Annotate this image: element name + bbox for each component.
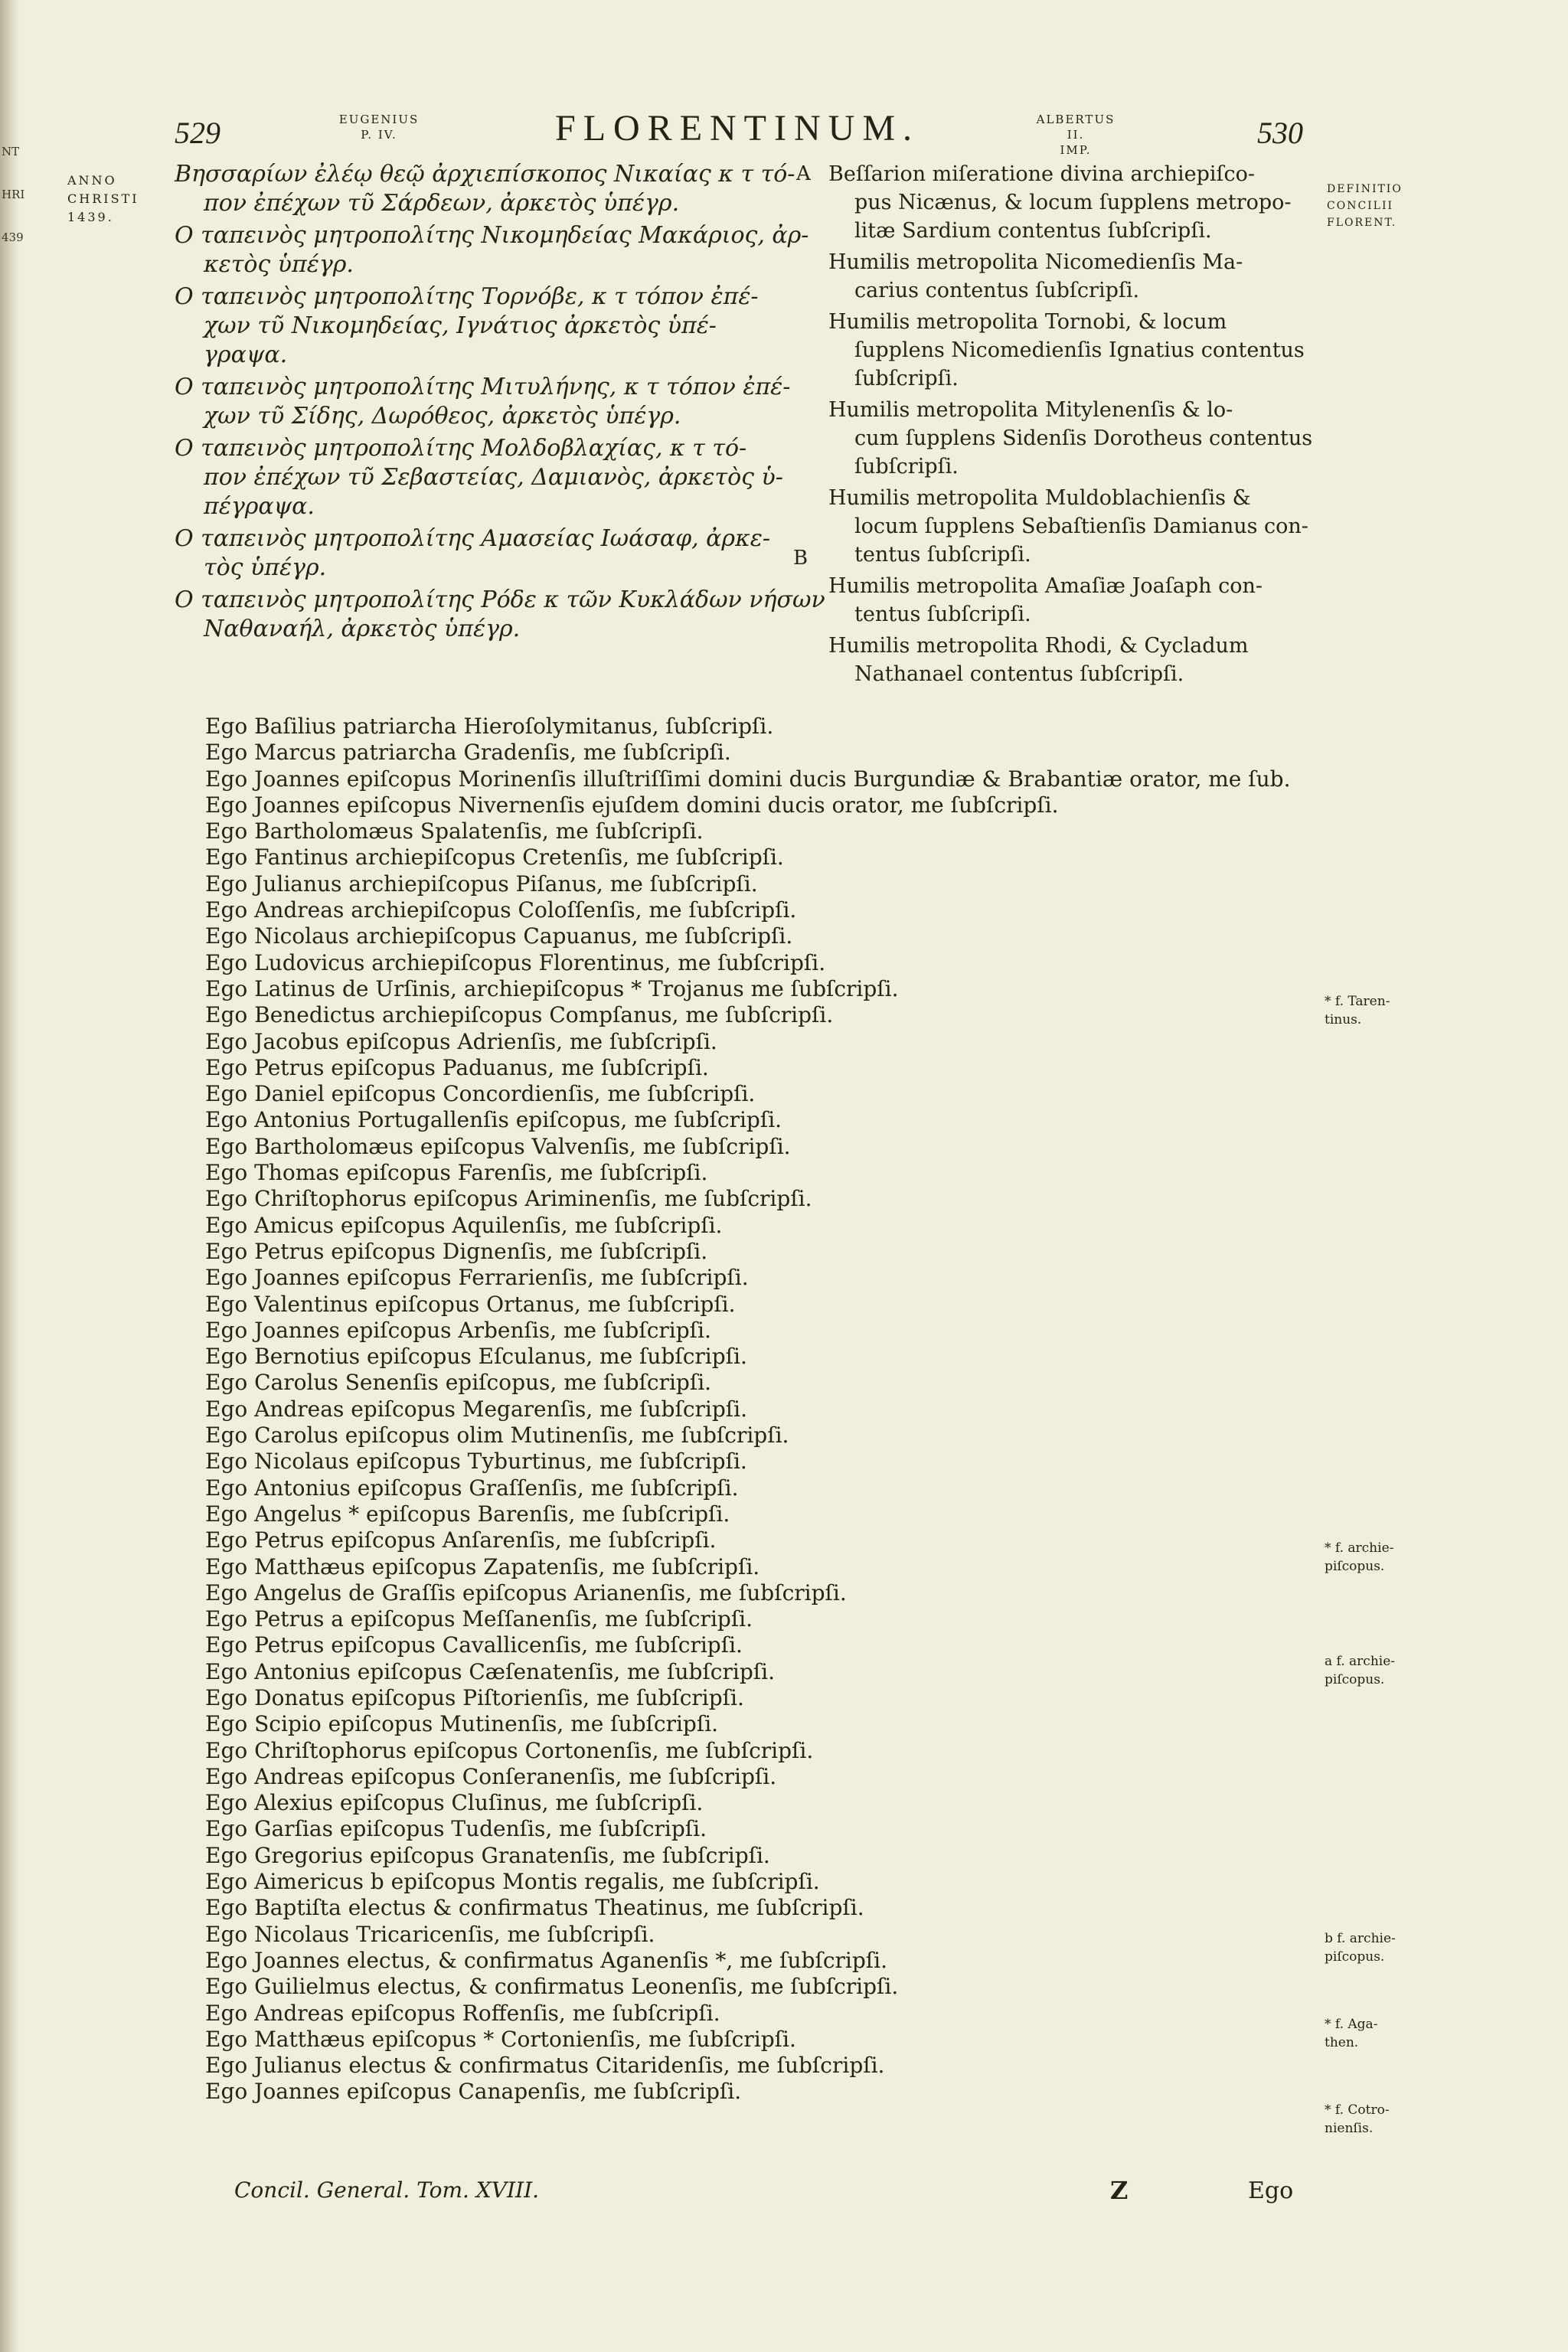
- signature-line: Ego Scipio epiſcopus Mutinenſis, me ſubſcripſi.: [205, 1711, 719, 1737]
- latin-signature-list: [205, 714, 1354, 2105]
- signature-line: Ego Petrus epiſcopus Cavallicenſis, me ſubſcripſi.: [205, 1632, 743, 1658]
- signature-line: Ego Nicolaus Tricaricenſis, me ſubſcripſi.: [205, 1921, 655, 1947]
- side-note-line: tinus.: [1325, 1012, 1362, 1027]
- latin-entry: [828, 161, 1318, 246]
- signature-line: Ego Joannes epiſcopus Canapenſis, me ſubſcripſi.: [205, 2079, 742, 2105]
- text-line: Βησσαρίων ἐλέῳ θεῷ ἀρχιεπίσκοπος Νικαίας κ τ τό-: [175, 161, 795, 188]
- side-note-line: * f. Cotro-: [1325, 2102, 1390, 2118]
- text-line: Ο ταπεινὸς μητροπολίτης Αμασείας Ιωάσαφ, ἀρκε-: [175, 525, 770, 552]
- spine-margin-text: [2, 130, 25, 259]
- text-line: Humilis metropolita Rhodi, & Cycladum: [828, 634, 1249, 658]
- side-note-line: then.: [1325, 2035, 1359, 2050]
- text-line: γραψα.: [204, 341, 288, 368]
- text-line: Ο ταπεινὸς μητροπολίτης Τορνόβε, κ τ τόπον ἐπέ-: [175, 283, 759, 310]
- side-note: [1325, 2101, 1424, 2138]
- signature-line: Ego Nicolaus archiepiſcopus Capuanus, me ſubſcripſi.: [205, 923, 793, 949]
- signature-line: Ego Julianus electus & confirmatus Citaridenſis, me ſubſcripſi.: [205, 2053, 885, 2079]
- text-line: Ο ταπεινὸς μητροπολίτης Νικομηδείας Μακάριος, ἀρ-: [175, 222, 809, 249]
- side-note-line: piſcopus.: [1325, 1672, 1385, 1687]
- signature-line: Ego Baſilius patriarcha Hieroſolymitanus, ſubſcripſi.: [205, 714, 774, 739]
- greek-entry: [175, 222, 809, 280]
- signature-line: Ego Ludovicus archiepiſcopus Florentinus, me ſubſcripſi.: [205, 949, 826, 975]
- pontificate-number: P. IV.: [361, 128, 397, 142]
- text-line: tentus ſubſcripſi.: [854, 543, 1031, 567]
- signature-line: Ego Jacobus epiſcopus Adrienſis, me ſubſcripſi.: [205, 1028, 717, 1054]
- latin-entry: [828, 309, 1318, 394]
- emperor-title: IMP.: [1060, 143, 1092, 157]
- signature-line: Ego Thomas epiſcopus Farenſis, me ſubſcripſi.: [205, 1160, 708, 1186]
- signature-line: Ego Joannes epiſcopus Morinenſis illuſtriſſimi domini ducis Burgundiæ & Brabantiæ orator, me ſub.: [205, 766, 1291, 792]
- text-line: Humilis metropolita Tornobi, & locum: [828, 310, 1227, 334]
- signature-line: Ego Guilielmus electus, & confirmatus Leonenſis, me ſubſcripſi.: [205, 1974, 899, 2000]
- signature-line: Ego Petrus epiſcopus Anſarenſis, me ſubſcripſi.: [205, 1527, 717, 1553]
- signature-line: Ego Amicus epiſcopus Aquilenſis, me ſubſcripſi.: [205, 1212, 723, 1238]
- text-line: Humilis metropolita Mitylenenſis & lo-: [828, 398, 1233, 422]
- signature-line: Ego Andreas archiepiſcopus Coloſſenſis, me ſubſcripſi.: [205, 897, 797, 923]
- margin-line: CONCILII: [1327, 200, 1394, 212]
- text-line: Ο ταπεινὸς μητροπολίτης Μολδοβλαχίας, κ τ τό-: [175, 435, 747, 462]
- section-marker-a: A: [796, 162, 811, 185]
- signature-line: Ego Matthæus epiſcopus Zapatenſis, me ſubſcripſi.: [205, 1553, 760, 1579]
- text-line: Humilis metropolita Muldoblachienſis &: [828, 486, 1251, 510]
- greek-signatures-column: [175, 161, 825, 648]
- signature-line: Ego Bernotius epiſcopus Eſculanus, me ſubſcripſi.: [205, 1344, 747, 1370]
- text-line: ſubſcripſi.: [854, 455, 959, 479]
- greek-entry: [175, 435, 804, 522]
- page-number-right: 530: [1257, 116, 1303, 150]
- greek-entry: [175, 374, 804, 432]
- margin-line: ANNO: [67, 173, 117, 188]
- text-line: Humilis metropolita Nicomedienſis Ma-: [828, 250, 1243, 274]
- latin-entry: [828, 397, 1318, 482]
- emperor-header: [1026, 112, 1125, 158]
- signature-line: Ego Chriſtophorus epiſcopus Cortonenſis, me ſubſcripſi.: [205, 1737, 814, 1763]
- signature-line: Ego Garſias epiſcopus Tudenſis, me ſubſcripſi.: [205, 1816, 707, 1842]
- signature-line: Ego Andreas epiſcopus Conſeranenſis, me ſubſcripſi.: [205, 1763, 777, 1789]
- signature-line: Ego Daniel epiſcopus Concordienſis, me ſubſcripſi.: [205, 1081, 756, 1107]
- text-line: pus Nicænus, & locum ſupplens metropo-: [854, 191, 1292, 214]
- signature-line: Ego Aimericus b epiſcopus Montis regalis, me ſubſcripſi.: [205, 1869, 820, 1895]
- signature-line: Ego Petrus epiſcopus Paduanus, me ſubſcripſi.: [205, 1054, 709, 1080]
- text-line: Ναθαναήλ, ἀρκετὸς ὑπέγρ.: [204, 616, 521, 642]
- side-note: [1325, 1539, 1424, 1576]
- text-line: litæ Sardium contentus ſubſcripſi.: [854, 219, 1212, 243]
- signature-line: Ego Latinus de Urſinis, archiepiſcopus * Trojanus me ſubſcripſi.: [205, 975, 899, 1001]
- side-note-line: piſcopus.: [1325, 1949, 1385, 1965]
- signature-line: Ego Angelus * epiſcopus Barenſis, me ſubſcripſi.: [205, 1501, 730, 1527]
- margin-line: 1439.: [67, 210, 114, 224]
- text-line: πον ἐπέχων τῦ Σάρδεων, ἀρκετὸς ὑπέγρ.: [204, 190, 680, 217]
- volume-footer: Concil. General. Tom. XVIII.: [234, 2177, 540, 2203]
- text-line: Beſſarion miſeratione divina archiepiſco-: [828, 162, 1255, 186]
- signature-line: Ego Donatus epiſcopus Piſtorienſis, me ſubſcripſi.: [205, 1684, 744, 1710]
- text-line: Ο ταπεινὸς μητροπολίτης Ρόδε κ τῶν Κυκλάδων νήσων: [175, 586, 825, 613]
- signature-line: Ego Bartholomæus epiſcopus Valvenſis, me ſubſcripſi.: [205, 1133, 791, 1159]
- signature-line: Ego Alexius epiſcopus Cluſinus, me ſubſcripſi.: [205, 1790, 704, 1816]
- section-marker-b: B: [793, 547, 808, 570]
- signature-line: Ego Joannes electus, & confirmatus Aganenſis *, me ſubſcripſi.: [205, 1947, 888, 1973]
- text-line: tentus ſubſcripſi.: [854, 603, 1031, 626]
- greek-entry: [175, 586, 825, 645]
- side-note: [1325, 1652, 1424, 1689]
- signature-mark: Z: [1110, 2176, 1129, 2205]
- greek-entry: [175, 161, 804, 219]
- signature-line: Ego Julianus archiepiſcopus Piſanus, me ſubſcripſi.: [205, 871, 758, 897]
- signature-line: Ego Carolus Senenſis epiſcopus, me ſubſcripſi.: [205, 1370, 712, 1396]
- signature-line: Ego Baptiſta electus & confirmatus Theatinus, me ſubſcripſi.: [205, 1895, 864, 1921]
- signature-line: Ego Carolus epiſcopus olim Mutinenſis, me ſubſcripſi.: [205, 1423, 789, 1449]
- signature-line: Ego Chriſtophorus epiſcopus Ariminenſis, me ſubſcripſi.: [205, 1186, 812, 1212]
- side-note-line: b f. archie-: [1325, 1931, 1396, 1946]
- text-line: κετὸς ὑπέγρ.: [204, 251, 354, 278]
- year-margin-note: [67, 172, 167, 227]
- margin-line: FLORENT.: [1327, 217, 1397, 229]
- signature-line: Ego Petrus a epiſcopus Meſſanenſis, me ſubſcripſi.: [205, 1606, 753, 1632]
- signature-line: Ego Petrus epiſcopus Dignenſis, me ſubſcripſi.: [205, 1238, 708, 1264]
- pontificate-header: [337, 112, 421, 142]
- side-note-line: * f. archie-: [1325, 1540, 1394, 1556]
- text-line: πον ἐπέχων τῦ Σεβαστείας, Δαμιανὸς, ἀρκετὸς ὑ-: [204, 464, 783, 491]
- spine-line: NT: [2, 145, 20, 158]
- signature-line: Ego Gregorius epiſcopus Granatenſis, me ſubſcripſi.: [205, 1842, 770, 1868]
- text-line: πέγραψα.: [204, 493, 315, 520]
- signature-line: Ego Fantinus archiepiſcopus Cretenſis, me ſubſcripſi.: [205, 844, 784, 871]
- text-line: χων τῦ Σίδης, Δωρόθεος, ἀρκετὸς ὑπέγρ.: [204, 403, 681, 430]
- spine-line: 439: [2, 230, 24, 244]
- latin-entry: [828, 632, 1318, 689]
- side-note-line: nienſis.: [1325, 2121, 1374, 2136]
- book-spine: [0, 0, 25, 2352]
- text-line: carius contentus ſubſcripſi.: [854, 279, 1140, 302]
- signature-line: Ego Marcus patriarcha Gradenſis, me ſubſcripſi.: [205, 740, 731, 766]
- definition-margin-note: [1327, 181, 1411, 231]
- text-line: locum ſupplens Sebaſtienſis Damianus con-: [854, 514, 1308, 538]
- text-line: χων τῦ Νικομηδείας, Ιγνάτιος ἀρκετὸς ὑπέ-: [204, 312, 717, 339]
- signature-line: Ego Antonius Portugallenſis epiſcopus, me ſubſcripſi.: [205, 1107, 782, 1133]
- signature-line: Ego Joannes epiſcopus Nivernenſis ejuſdem domini ducis orator, me ſubſcripſi.: [205, 792, 1059, 818]
- text-line: Ο ταπεινὸς μητροπολίτης Μιτυλήνης, κ τ τόπον ἐπέ-: [175, 374, 791, 400]
- signature-line: Ego Andreas epiſcopus Roffenſis, me ſubſcripſi.: [205, 2000, 720, 2026]
- signature-line: Ego Benedictus archiepiſcopus Compſanus, me ſubſcripſi.: [205, 1002, 834, 1028]
- side-note-line: * f. Aga-: [1325, 2017, 1378, 2032]
- side-note-line: a f. archie-: [1325, 1654, 1396, 1669]
- text-line: Humilis metropolita Amaſiæ Joaſaph con-: [828, 574, 1263, 598]
- greek-entry: [175, 283, 804, 371]
- running-title: FLORENTINUM.: [555, 108, 920, 149]
- signature-line: Ego Valentinus epiſcopus Ortanus, me ſubſcripſi.: [205, 1291, 736, 1317]
- latin-signatures-column: [828, 161, 1318, 692]
- text-line: Nathanael contentus ſubſcripſi.: [854, 662, 1184, 686]
- margin-line: DEFINITIO: [1327, 183, 1403, 195]
- signature-line: Ego Antonius epiſcopus Cæſenatenſis, me ſubſcripſi.: [205, 1658, 775, 1684]
- catchword: Ego: [1248, 2177, 1294, 2204]
- text-line: ſupplens Nicomedienſis Ignatius contentus: [854, 338, 1305, 362]
- latin-entry: [828, 485, 1318, 570]
- side-note-line: * f. Taren-: [1325, 994, 1390, 1009]
- greek-entry: [175, 525, 804, 583]
- margin-line: CHRISTI: [67, 191, 139, 206]
- page-number-left: 529: [175, 116, 220, 150]
- latin-entry: [828, 573, 1318, 629]
- text-line: cum ſupplens Sidenſis Dorotheus contentus: [854, 426, 1313, 450]
- emperor-name: ALBERTUS II.: [1036, 113, 1116, 142]
- signature-line: Ego Nicolaus epiſcopus Tyburtinus, me ſubſcripſi.: [205, 1449, 747, 1475]
- side-note: [1325, 1929, 1424, 1966]
- side-note: [1325, 992, 1424, 1029]
- text-line: ſubſcripſi.: [854, 367, 959, 390]
- signature-line: Ego Bartholomæus Spalatenſis, me ſubſcripſi.: [205, 818, 704, 844]
- signature-line: Ego Andreas epiſcopus Megarenſis, me ſubſcripſi.: [205, 1396, 747, 1422]
- signature-line: Ego Joannes epiſcopus Ferrarienſis, me ſubſcripſi.: [205, 1265, 749, 1291]
- spine-line: HRI: [2, 188, 25, 201]
- side-note: [1325, 2015, 1424, 2052]
- signature-line: Ego Angelus de Graſſis epiſcopus Arianenſis, me ſubſcripſi.: [205, 1579, 847, 1606]
- signature-line: Ego Joannes epiſcopus Arbenſis, me ſubſcripſi.: [205, 1317, 711, 1343]
- signature-line: Ego Matthæus epiſcopus * Cortonienſis, me ſubſcripſi.: [205, 2026, 796, 2052]
- pontificate-name: EUGENIUS: [338, 113, 420, 126]
- signature-line: Ego Antonius epiſcopus Graſſenſis, me ſubſcripſi.: [205, 1475, 739, 1501]
- side-note-line: piſcopus.: [1325, 1559, 1385, 1574]
- latin-entry: [828, 249, 1318, 305]
- text-line: τὸς ὑπέγρ.: [204, 554, 327, 581]
